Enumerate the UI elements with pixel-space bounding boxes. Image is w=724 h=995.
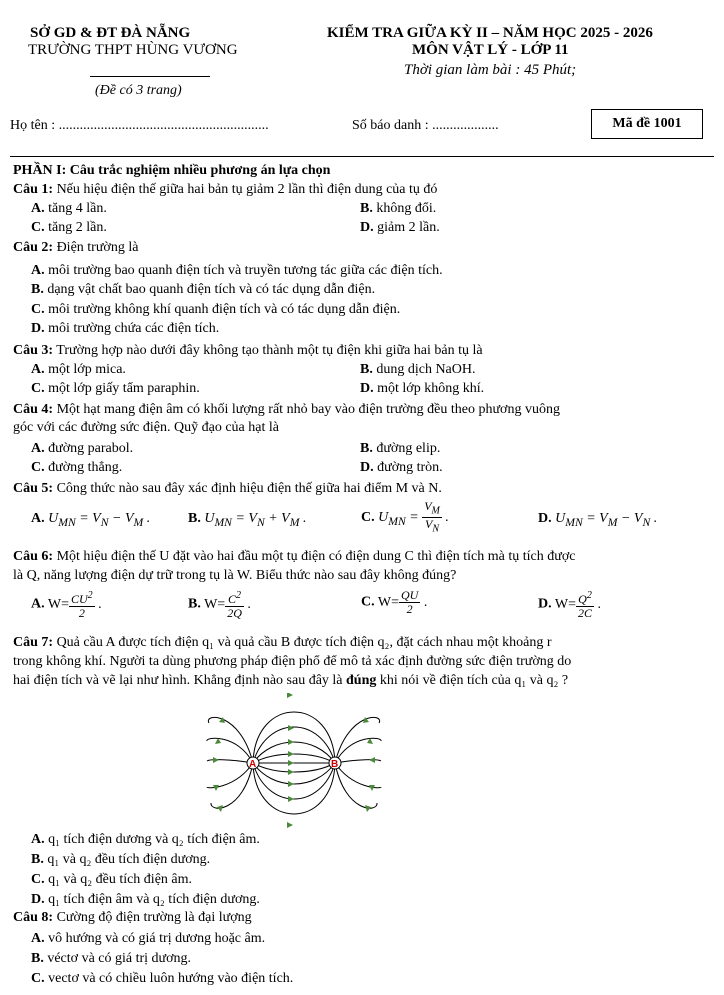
option-text: dung dịch NaOH. xyxy=(376,362,476,377)
q5-option-a[interactable] xyxy=(31,510,150,532)
q5-option-c[interactable] xyxy=(361,500,449,536)
option-label: D. xyxy=(360,460,374,475)
option-text: q₁ tích điện âm và q₂ tích điện dương. xyxy=(48,892,260,907)
q1-option-a[interactable] xyxy=(31,200,107,218)
page-count-note: (Đề có 3 trang) xyxy=(95,83,182,98)
q7-option-c[interactable] xyxy=(31,871,192,889)
option-text: một lớp mica. xyxy=(48,362,126,377)
question-6 xyxy=(13,548,713,566)
header-divider xyxy=(90,76,210,77)
question-label: Câu 6: xyxy=(13,549,54,564)
option-label: C. xyxy=(31,872,45,887)
question-text: Quả cầu A được tích điện q₁ và quả cầu B được tích điện q₂, đặt cách nhau một khoảng r xyxy=(53,635,552,650)
option-label: A. xyxy=(31,201,45,216)
option-label: B. xyxy=(188,511,201,526)
q6-option-d[interactable] xyxy=(538,589,601,620)
q8-option-c[interactable] xyxy=(31,970,293,988)
option-label: D. xyxy=(31,321,45,336)
charge-a-label: A xyxy=(249,759,257,770)
option-label: B. xyxy=(360,441,373,456)
q5-option-d[interactable] xyxy=(538,510,657,532)
question-text: Một hiệu điện thế U đặt vào hai đầu một tụ điện có điện dung C thì điện tích mà tụ tích được xyxy=(53,549,576,564)
question-label: Câu 2: xyxy=(13,240,54,255)
option-label: B. xyxy=(31,951,44,966)
option-label: A. xyxy=(31,511,45,526)
q2-option-a[interactable] xyxy=(31,262,443,280)
formula: W= $\frac{C^2}{2Q}$ . xyxy=(204,590,251,620)
question-text: Trường hợp nào dưới đây không tạo thành một tụ điện khi giữa hai bản tụ là xyxy=(53,343,483,358)
q1-option-d[interactable] xyxy=(360,219,440,237)
question-label: Câu 4: xyxy=(13,402,54,417)
q2-option-c[interactable] xyxy=(31,301,400,319)
option-text: một lớp giấy tẩm paraphin. xyxy=(48,381,200,396)
question-6-cont: là Q, năng lượng điện dự trữ trong tụ là W. Biểu thức nào sau đây không đúng? xyxy=(13,568,457,583)
option-text: q₁ và q₂ đều tích điện dương. xyxy=(47,852,211,867)
student-id-field: Số báo danh : ................... xyxy=(352,118,499,133)
question-3 xyxy=(13,342,713,360)
option-label: C. xyxy=(31,381,45,396)
formula: W= $\frac{Q^2}{2C}$ . xyxy=(554,590,601,620)
q4-option-a[interactable] xyxy=(31,440,133,458)
option-text: đường thẳng. xyxy=(48,460,123,475)
q2-option-d[interactable] xyxy=(31,320,219,338)
question-text: Cường độ điện trường là đại lượng xyxy=(53,910,252,925)
option-label: A. xyxy=(31,441,45,456)
option-label: B. xyxy=(360,362,373,377)
option-text: q₁ và q₂ đều tích điện âm. xyxy=(48,872,193,887)
formula: W= $\frac{QU}{2}$ . xyxy=(377,588,428,616)
option-text: vô hướng và có giá trị dương hoặc âm. xyxy=(48,931,266,946)
question-2 xyxy=(13,239,713,257)
option-label: C. xyxy=(31,971,45,986)
option-text: môi trường chứa các điện tích. xyxy=(48,321,220,336)
question-text: Công thức nào sau đây xác định hiệu điện thế giữa hai điểm M và N. xyxy=(53,481,442,496)
question-8 xyxy=(13,909,713,927)
option-label: D. xyxy=(360,381,374,396)
school-dept: SỞ GD & ĐT ĐÀ NẴNG xyxy=(30,25,191,41)
option-text: tăng 2 lần. xyxy=(48,220,107,235)
question-label: Câu 7: xyxy=(13,635,54,650)
q6-option-c[interactable] xyxy=(361,589,427,616)
q3-option-b[interactable] xyxy=(360,361,476,379)
section-divider xyxy=(10,156,714,157)
question-text: hai điện tích và vẽ lại như hình. Khẳng định nào sau đây là xyxy=(13,673,347,688)
question-7 xyxy=(13,634,713,652)
question-label: Câu 3: xyxy=(13,343,54,358)
q5-option-b[interactable] xyxy=(188,510,306,532)
option-text: q₁ tích điện dương và q₂ tích điện âm. xyxy=(48,832,260,847)
q7-option-d[interactable] xyxy=(31,891,260,909)
q4-option-c[interactable] xyxy=(31,459,122,477)
school-name: TRƯỜNG THPT HÙNG VƯƠNG xyxy=(28,42,238,58)
question-7-cont2 xyxy=(13,672,713,690)
q3-option-d[interactable] xyxy=(360,380,484,398)
option-label: C. xyxy=(31,302,45,317)
option-text: giảm 2 lần. xyxy=(377,220,440,235)
question-7-cont: trong không khí. Người ta dùng phương pháp điện phổ để mô tả xác định đường sức điện trường do xyxy=(13,654,572,669)
q4-option-b[interactable] xyxy=(360,440,440,458)
formula: $U_{MN} = V_M - V_N$ . xyxy=(555,511,658,529)
q1-option-b[interactable] xyxy=(360,200,436,218)
q7-option-b[interactable] xyxy=(31,851,210,869)
question-text: khi nói về điện tích của q₁ và q₂ ? xyxy=(376,673,569,688)
option-text: vectơ và có chiều luôn hướng vào điện tích. xyxy=(48,971,294,986)
q3-option-c[interactable] xyxy=(31,380,200,398)
question-text: Một hạt mang điện âm có khối lượng rất nhỏ bay vào điện trường đều theo phương vuông xyxy=(53,402,560,417)
exam-title: KIỂM TRA GIỮA KỲ II – NĂM HỌC 2025 - 2026 xyxy=(327,25,653,41)
q6-option-a[interactable] xyxy=(31,589,102,620)
formula: W= $\frac{CU^2}{2}$ . xyxy=(47,590,102,620)
section-title: PHẦN I: Câu trắc nghiệm nhiều phương án lựa chọn xyxy=(13,163,331,178)
formula: $U_{MN} = V_N + V_M$ . xyxy=(204,511,307,529)
option-label: D. xyxy=(538,596,552,612)
q2-option-b[interactable] xyxy=(31,281,375,299)
option-label: C. xyxy=(31,460,45,475)
charge-b-label: B xyxy=(331,759,339,770)
question-label: Câu 1: xyxy=(13,182,54,197)
q6-option-b[interactable] xyxy=(188,589,251,620)
q8-option-b[interactable] xyxy=(31,950,191,968)
emphasis-word: đúng xyxy=(346,673,377,688)
q4-option-d[interactable] xyxy=(360,459,443,477)
option-label: B. xyxy=(188,596,201,612)
option-label: A. xyxy=(31,931,45,946)
question-1 xyxy=(13,181,713,199)
option-label: A. xyxy=(31,832,45,847)
question-text: Điện trường là xyxy=(53,240,139,255)
formula: $U_{MN}$ = $\frac{V_M}{V_N}$ . xyxy=(378,499,449,535)
option-label: D. xyxy=(538,511,552,526)
time-allowed: Thời gian làm bài : 45 Phút; xyxy=(404,62,577,78)
option-label: B. xyxy=(31,282,44,297)
formula: $U_{MN} = V_N - V_M$ . xyxy=(48,511,151,529)
option-label: D. xyxy=(360,220,374,235)
option-label: A. xyxy=(31,596,45,612)
question-4-cont: góc với các đường sức điện. Quỹ đạo của hạt là xyxy=(13,420,279,435)
exam-code-box: Mã đề 1001 xyxy=(591,109,703,139)
question-5 xyxy=(13,480,713,498)
question-4 xyxy=(13,401,713,419)
option-label: A. xyxy=(31,362,45,377)
option-label: C. xyxy=(361,594,375,610)
question-label: Câu 5: xyxy=(13,481,54,496)
option-label: D. xyxy=(31,892,45,907)
option-text: đường elip. xyxy=(376,441,441,456)
q7-option-a[interactable] xyxy=(31,831,260,849)
q8-option-a[interactable] xyxy=(31,930,265,948)
question-text: Nếu hiệu điện thế giữa hai bản tụ giảm 2 lần thì điện dung của tụ đó xyxy=(53,182,438,197)
option-label: C. xyxy=(31,220,45,235)
option-label: B. xyxy=(360,201,373,216)
option-text: không đổi. xyxy=(376,201,437,216)
option-label: B. xyxy=(31,852,44,867)
option-label: C. xyxy=(361,510,375,526)
subject-title: MÔN VẬT LÝ - LỚP 11 xyxy=(412,42,569,58)
option-text: môi trường bao quanh điện tích và truyền tương tác giữa các điện tích. xyxy=(48,263,443,278)
question-label: Câu 8: xyxy=(13,910,54,925)
option-text: dạng vật chất bao quanh điện tích và có tác dụng dẫn điện. xyxy=(47,282,376,297)
option-label: A. xyxy=(31,263,45,278)
option-text: đường parabol. xyxy=(48,441,134,456)
student-name-field: Họ tên : ............................................................ xyxy=(10,118,269,133)
q1-option-c[interactable] xyxy=(31,219,107,237)
q3-option-a[interactable] xyxy=(31,361,126,379)
option-text: véctơ và có giá trị dương. xyxy=(47,951,192,966)
field-lines-figure xyxy=(205,693,423,828)
option-text: tăng 4 lần. xyxy=(48,201,107,216)
option-text: một lớp không khí. xyxy=(377,381,485,396)
option-text: đường tròn. xyxy=(377,460,443,475)
option-text: môi trường không khí quanh điện tích và có tác dụng dẫn điện. xyxy=(48,302,401,317)
